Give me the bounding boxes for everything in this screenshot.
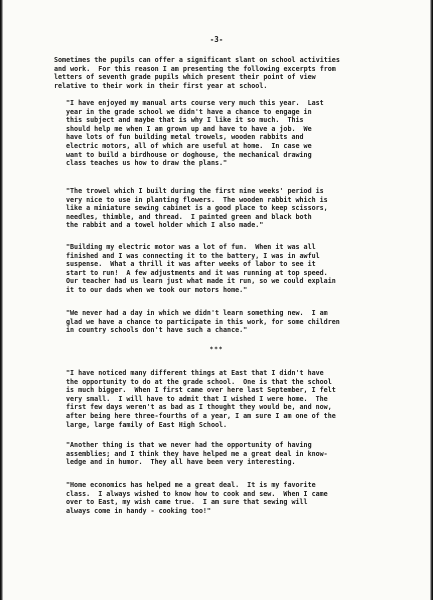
quote-line: very small. I will have to admit that I wished I were home. The bbox=[66, 394, 328, 403]
quote-line: year in the grade school we didn't have a chance to engage in bbox=[66, 107, 312, 116]
quote-line: very nice to use in planting flowers. The wooden rabbit which is bbox=[66, 195, 328, 204]
quote-assemblies bbox=[66, 441, 396, 467]
quote-line: glad we have a chance to participate in this work, for some children bbox=[66, 317, 340, 326]
intro-line: Sometimes the pupils can offer a significant slant on school activities bbox=[54, 56, 340, 64]
quote-trowel bbox=[66, 187, 396, 230]
quote-line: "The trowel which I built during the first nine weeks' period is bbox=[66, 187, 324, 195]
quote-line: "Building my electric motor was a lot of fun. When it was all bbox=[66, 243, 316, 251]
quote-manual-arts bbox=[66, 99, 396, 168]
intro-line: letters of seventh grade pupils which present their point of view bbox=[54, 73, 316, 82]
quote-line: after being here three-fourths of a year, I am sure I am one of the bbox=[66, 411, 336, 420]
quote-line: the opportunity to do at the grade school. One is that the school bbox=[66, 377, 332, 386]
quote-line: in country schools don't have such a chance." bbox=[66, 326, 248, 335]
quote-learn-something-new bbox=[66, 309, 396, 335]
quote-line: "Home economics has helped me a great deal. It is my favorite bbox=[66, 481, 316, 489]
intro-line: relative to their work in their first year at school. bbox=[54, 81, 268, 90]
quote-electric-motor bbox=[66, 243, 396, 295]
intro-line: and work. For this reason I am presenting the following excerpts from bbox=[54, 64, 336, 73]
quote-line: class. I always wished to know how to cook and sew. When I came bbox=[66, 489, 328, 498]
quote-home-economics bbox=[66, 481, 396, 515]
quote-line: always come in handy - cooking too!" bbox=[66, 506, 211, 515]
intro-paragraph bbox=[54, 56, 394, 90]
quote-line: first few days weren't as bad as I thought they would be, and now, bbox=[66, 403, 332, 412]
quote-line: "I have enjoyed my manual arts course very much this year. Last bbox=[66, 99, 324, 107]
quote-line: ledge and in humor. They all have been very interesting. bbox=[66, 458, 296, 467]
quote-line: "We never had a day in which we didn't learn something new. I am bbox=[66, 309, 328, 317]
quote-line: "Another thing is that we never had the opportunity of having bbox=[66, 441, 312, 449]
quote-line: over to East, my wish came true. I am sure that sewing will bbox=[66, 498, 308, 507]
page-number: -3- bbox=[209, 35, 224, 44]
quote-line: is much bigger. When I first came over here last September, I felt bbox=[66, 386, 336, 395]
quote-line: suspense. What a thrill it was after weeks of labor to see it bbox=[66, 260, 316, 269]
quote-line: electric motors, all of which are useful at home. In case we bbox=[66, 141, 312, 150]
section-separator: *** bbox=[209, 346, 224, 353]
quote-line: assemblies; and I think they have helped me a great deal in know- bbox=[66, 449, 328, 458]
page-left-edge bbox=[0, 0, 3, 600]
quote-line: this subject and maybe that is why I like it so much. This bbox=[66, 116, 304, 125]
quote-line: finished and I was connecting it to the battery, I was in awful bbox=[66, 251, 320, 260]
quote-east-high bbox=[66, 369, 396, 429]
quote-line: Our teacher had us learn just what made it run, so we could explain bbox=[66, 277, 336, 286]
quote-line: it to our dads when we took our motors home." bbox=[66, 285, 248, 294]
quote-line: like a miniature sewing cabinet is a good place to keep scissors, bbox=[66, 204, 328, 213]
quote-line: should help me when I am grown up and have to have a job. We bbox=[66, 124, 312, 133]
quote-line: have lots of fun building metal trowels, wooden rabbits and bbox=[66, 133, 304, 142]
quote-line: the rabbit and a towel holder which I also made." bbox=[66, 221, 264, 230]
quote-line: "I have noticed many different things at East that I didn't have bbox=[66, 369, 324, 377]
quote-line: needles, thimble, and thread. I painted green and black both bbox=[66, 212, 312, 221]
quote-line: large, large family of East High School. bbox=[66, 420, 228, 429]
quote-line: class teaches us how to draw the plans." bbox=[66, 159, 228, 168]
quote-line: want to build a birdhouse or doghouse, the mechanical drawing bbox=[66, 150, 312, 159]
quote-line: start to run! A few adjustments and it was running at top speed. bbox=[66, 268, 328, 277]
